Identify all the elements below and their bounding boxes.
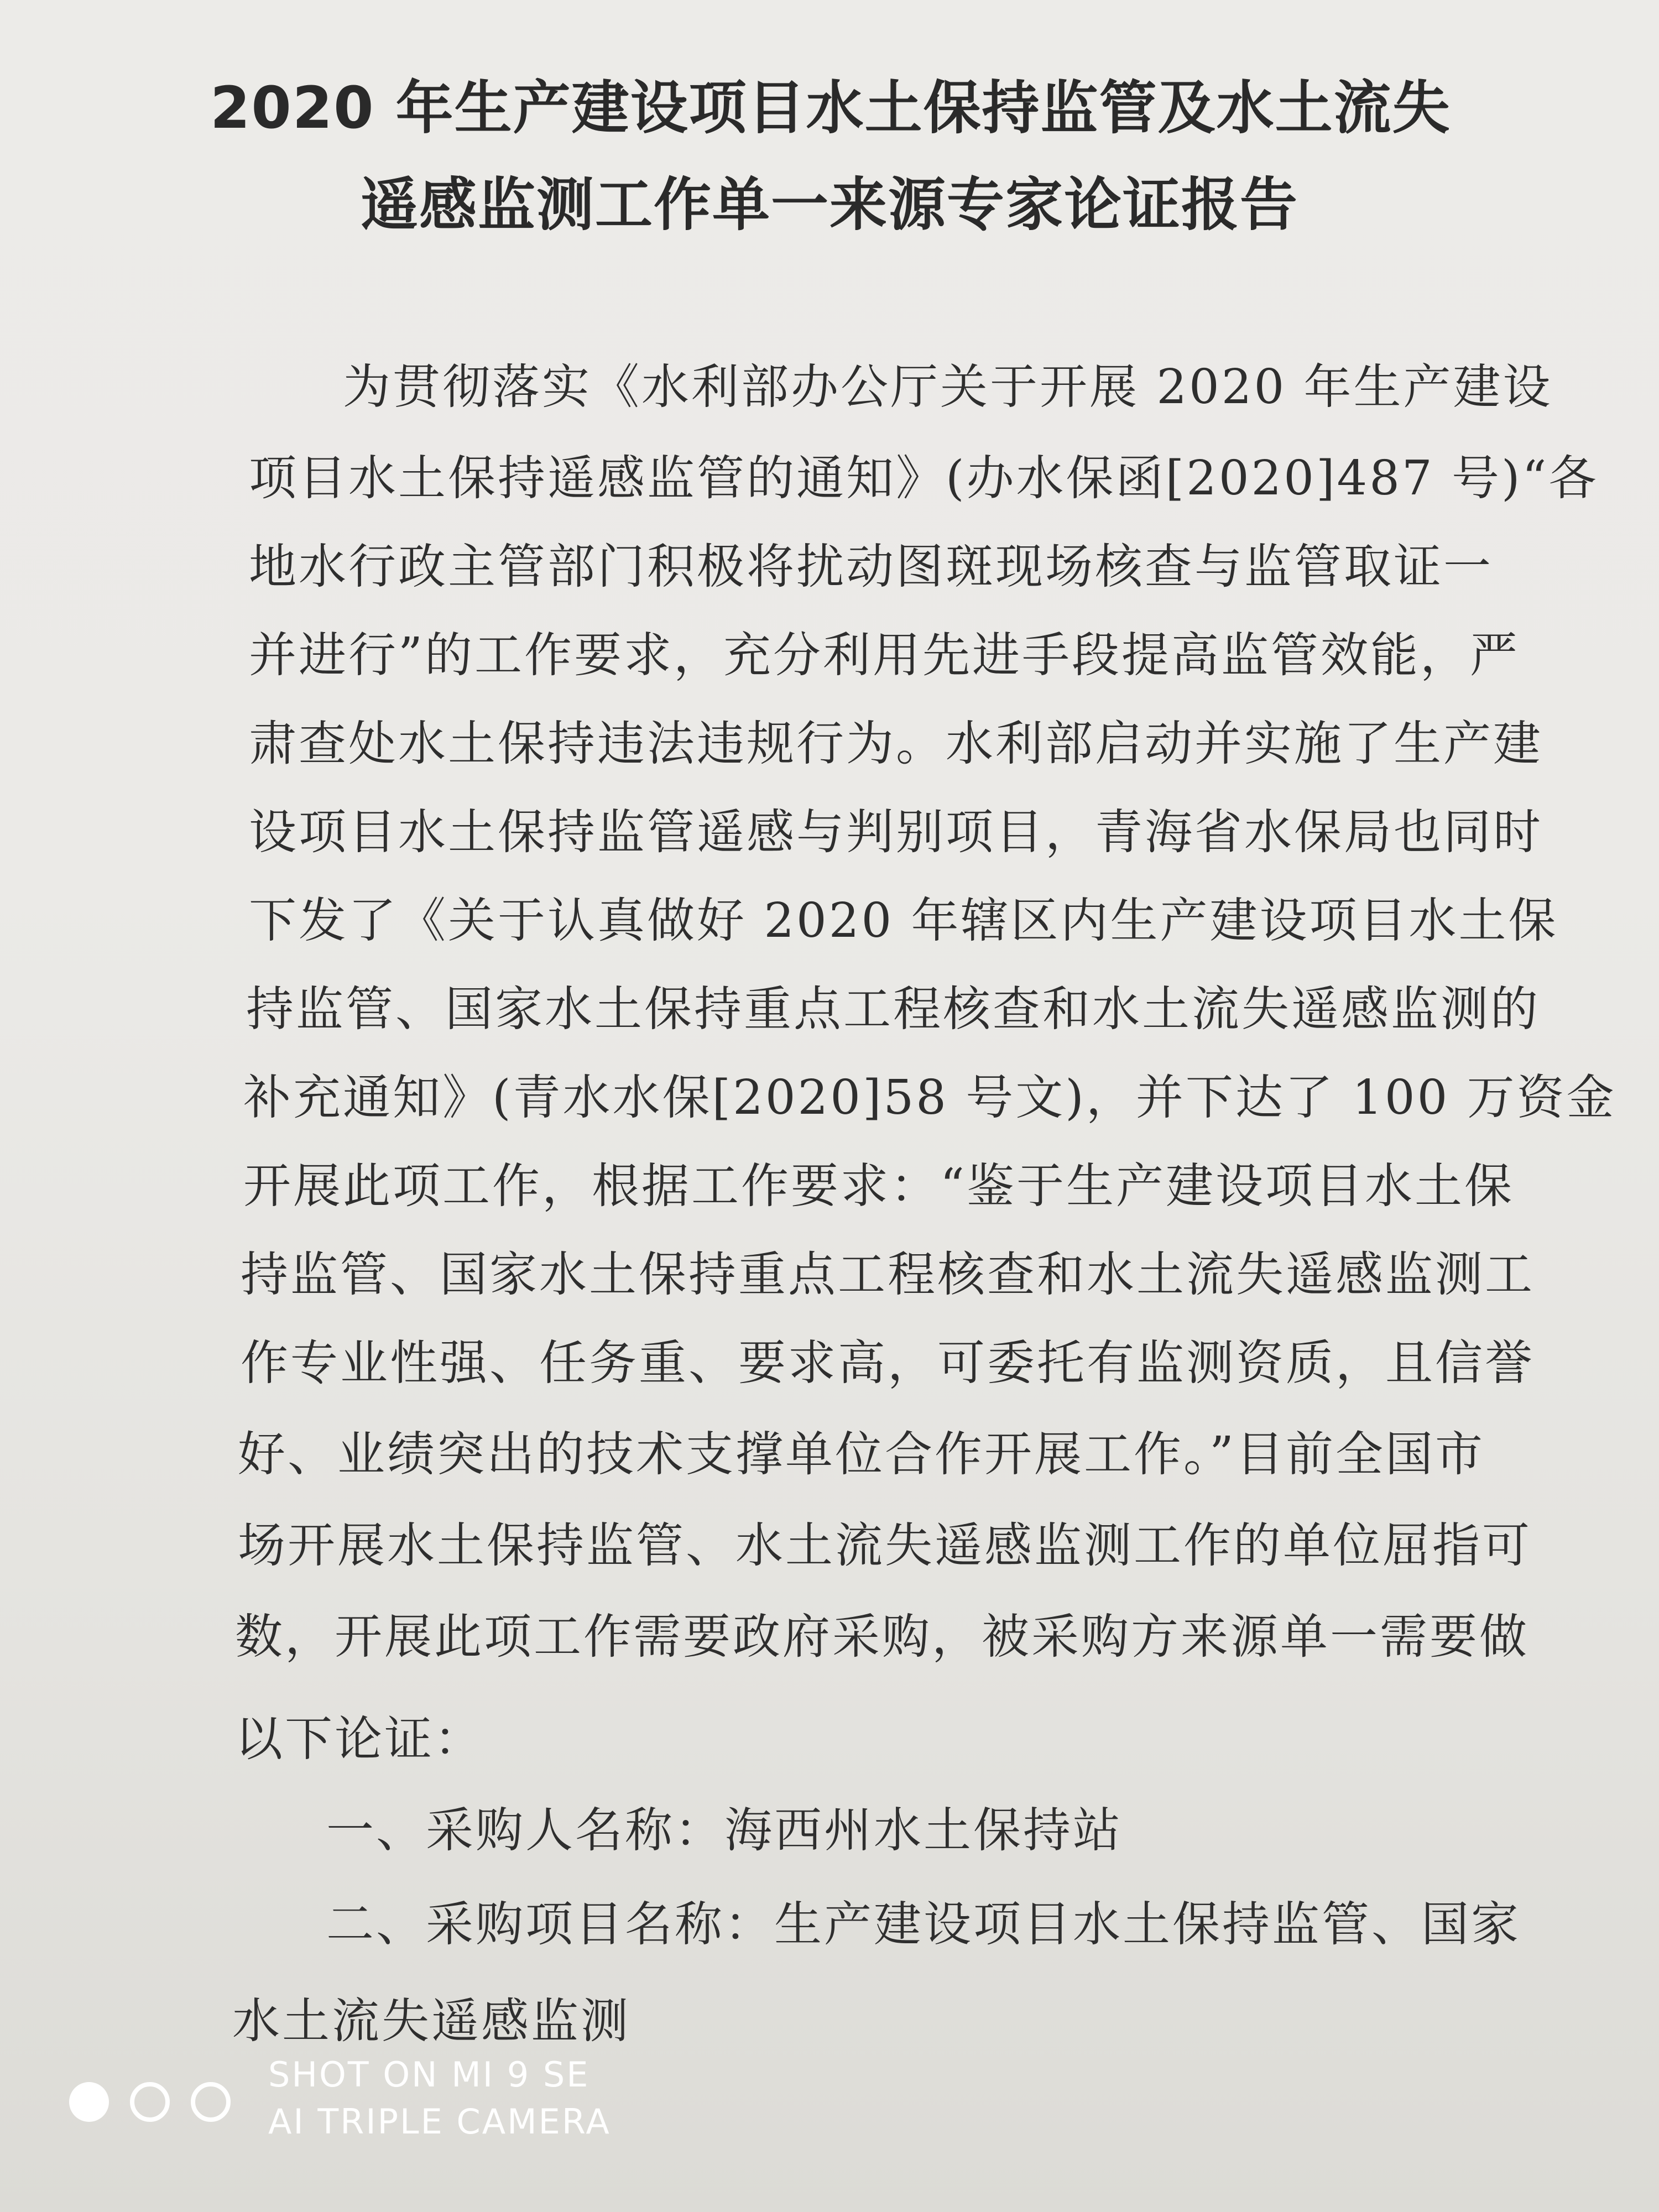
watermark-line-1: SHOT ON MI 9 SE: [268, 2054, 590, 2095]
body-line-7: 下发了《关于认真做好 2020 年辖区内生产建设项目水土保: [249, 893, 1558, 948]
body-line-3: 地水行政主管部门积极将扰动图斑现场核查与监管取证一: [249, 539, 1493, 594]
body-line-2: 项目水土保持遥感监管的通知》(办水保函[2020]487 号)“各: [249, 451, 1599, 506]
body-line-12: 作专业性强、任务重、要求高，可委托有监测资质，且信誉: [241, 1335, 1535, 1391]
body-line-18: 二、采购项目名称：生产建设项目水土保持监管、国家: [326, 1897, 1521, 1952]
body-line-11: 持监管、国家水土保持重点工程核查和水土流失遥感监测工: [241, 1247, 1535, 1302]
filled-circle-icon: [69, 2082, 109, 2122]
body-line-9: 补充通知》(青水水保[2020]58 号文)，并下达了 100 万资金: [243, 1070, 1616, 1125]
watermark-line-2: AI TRIPLE CAMERA: [268, 2101, 611, 2142]
body-line-16: 以下论证：: [235, 1712, 484, 1767]
body-line-5: 肃查处水土保持违法违规行为。水利部启动并实施了生产建: [249, 716, 1543, 771]
ring-circle-icon: [130, 2082, 170, 2122]
camera-watermark: [69, 2054, 677, 2165]
ring-circle-icon: [191, 2082, 231, 2122]
body-line-8: 持监管、国家水土保持重点工程核查和水土流失遥感监测的: [246, 982, 1540, 1037]
document-title-line-2: 遥感监测工作单一来源专家论证报告: [360, 171, 1298, 238]
body-line-17: 一、采购人名称：海西州水土保持站: [326, 1803, 1123, 1858]
document-title-line-1: 2020 年生产建设项目水土保持监管及水土流失: [210, 74, 1451, 142]
body-line-15: 数，开展此项工作需要政府采购，被采购方来源单一需要做: [235, 1609, 1529, 1665]
body-line-19: 水土流失遥感监测: [232, 1994, 630, 2049]
body-line-10: 开展此项工作，根据工作要求：“鉴于生产建设项目水土保: [243, 1159, 1514, 1214]
body-line-1: 为贯彻落实《水利部办公厅关于开展 2020 年生产建设: [343, 359, 1553, 415]
body-line-14: 场开展水土保持监管、水土流失遥感监测工作的单位屈指可: [238, 1518, 1532, 1573]
body-line-13: 好、业绩突出的技术支撑单位合作开展工作。”目前全国市: [238, 1427, 1485, 1482]
body-line-4: 并进行”的工作要求，充分利用先进手段提高监管效能，严: [249, 628, 1520, 683]
body-line-6: 设项目水土保持监管遥感与判别项目，青海省水保局也同时: [249, 805, 1543, 860]
